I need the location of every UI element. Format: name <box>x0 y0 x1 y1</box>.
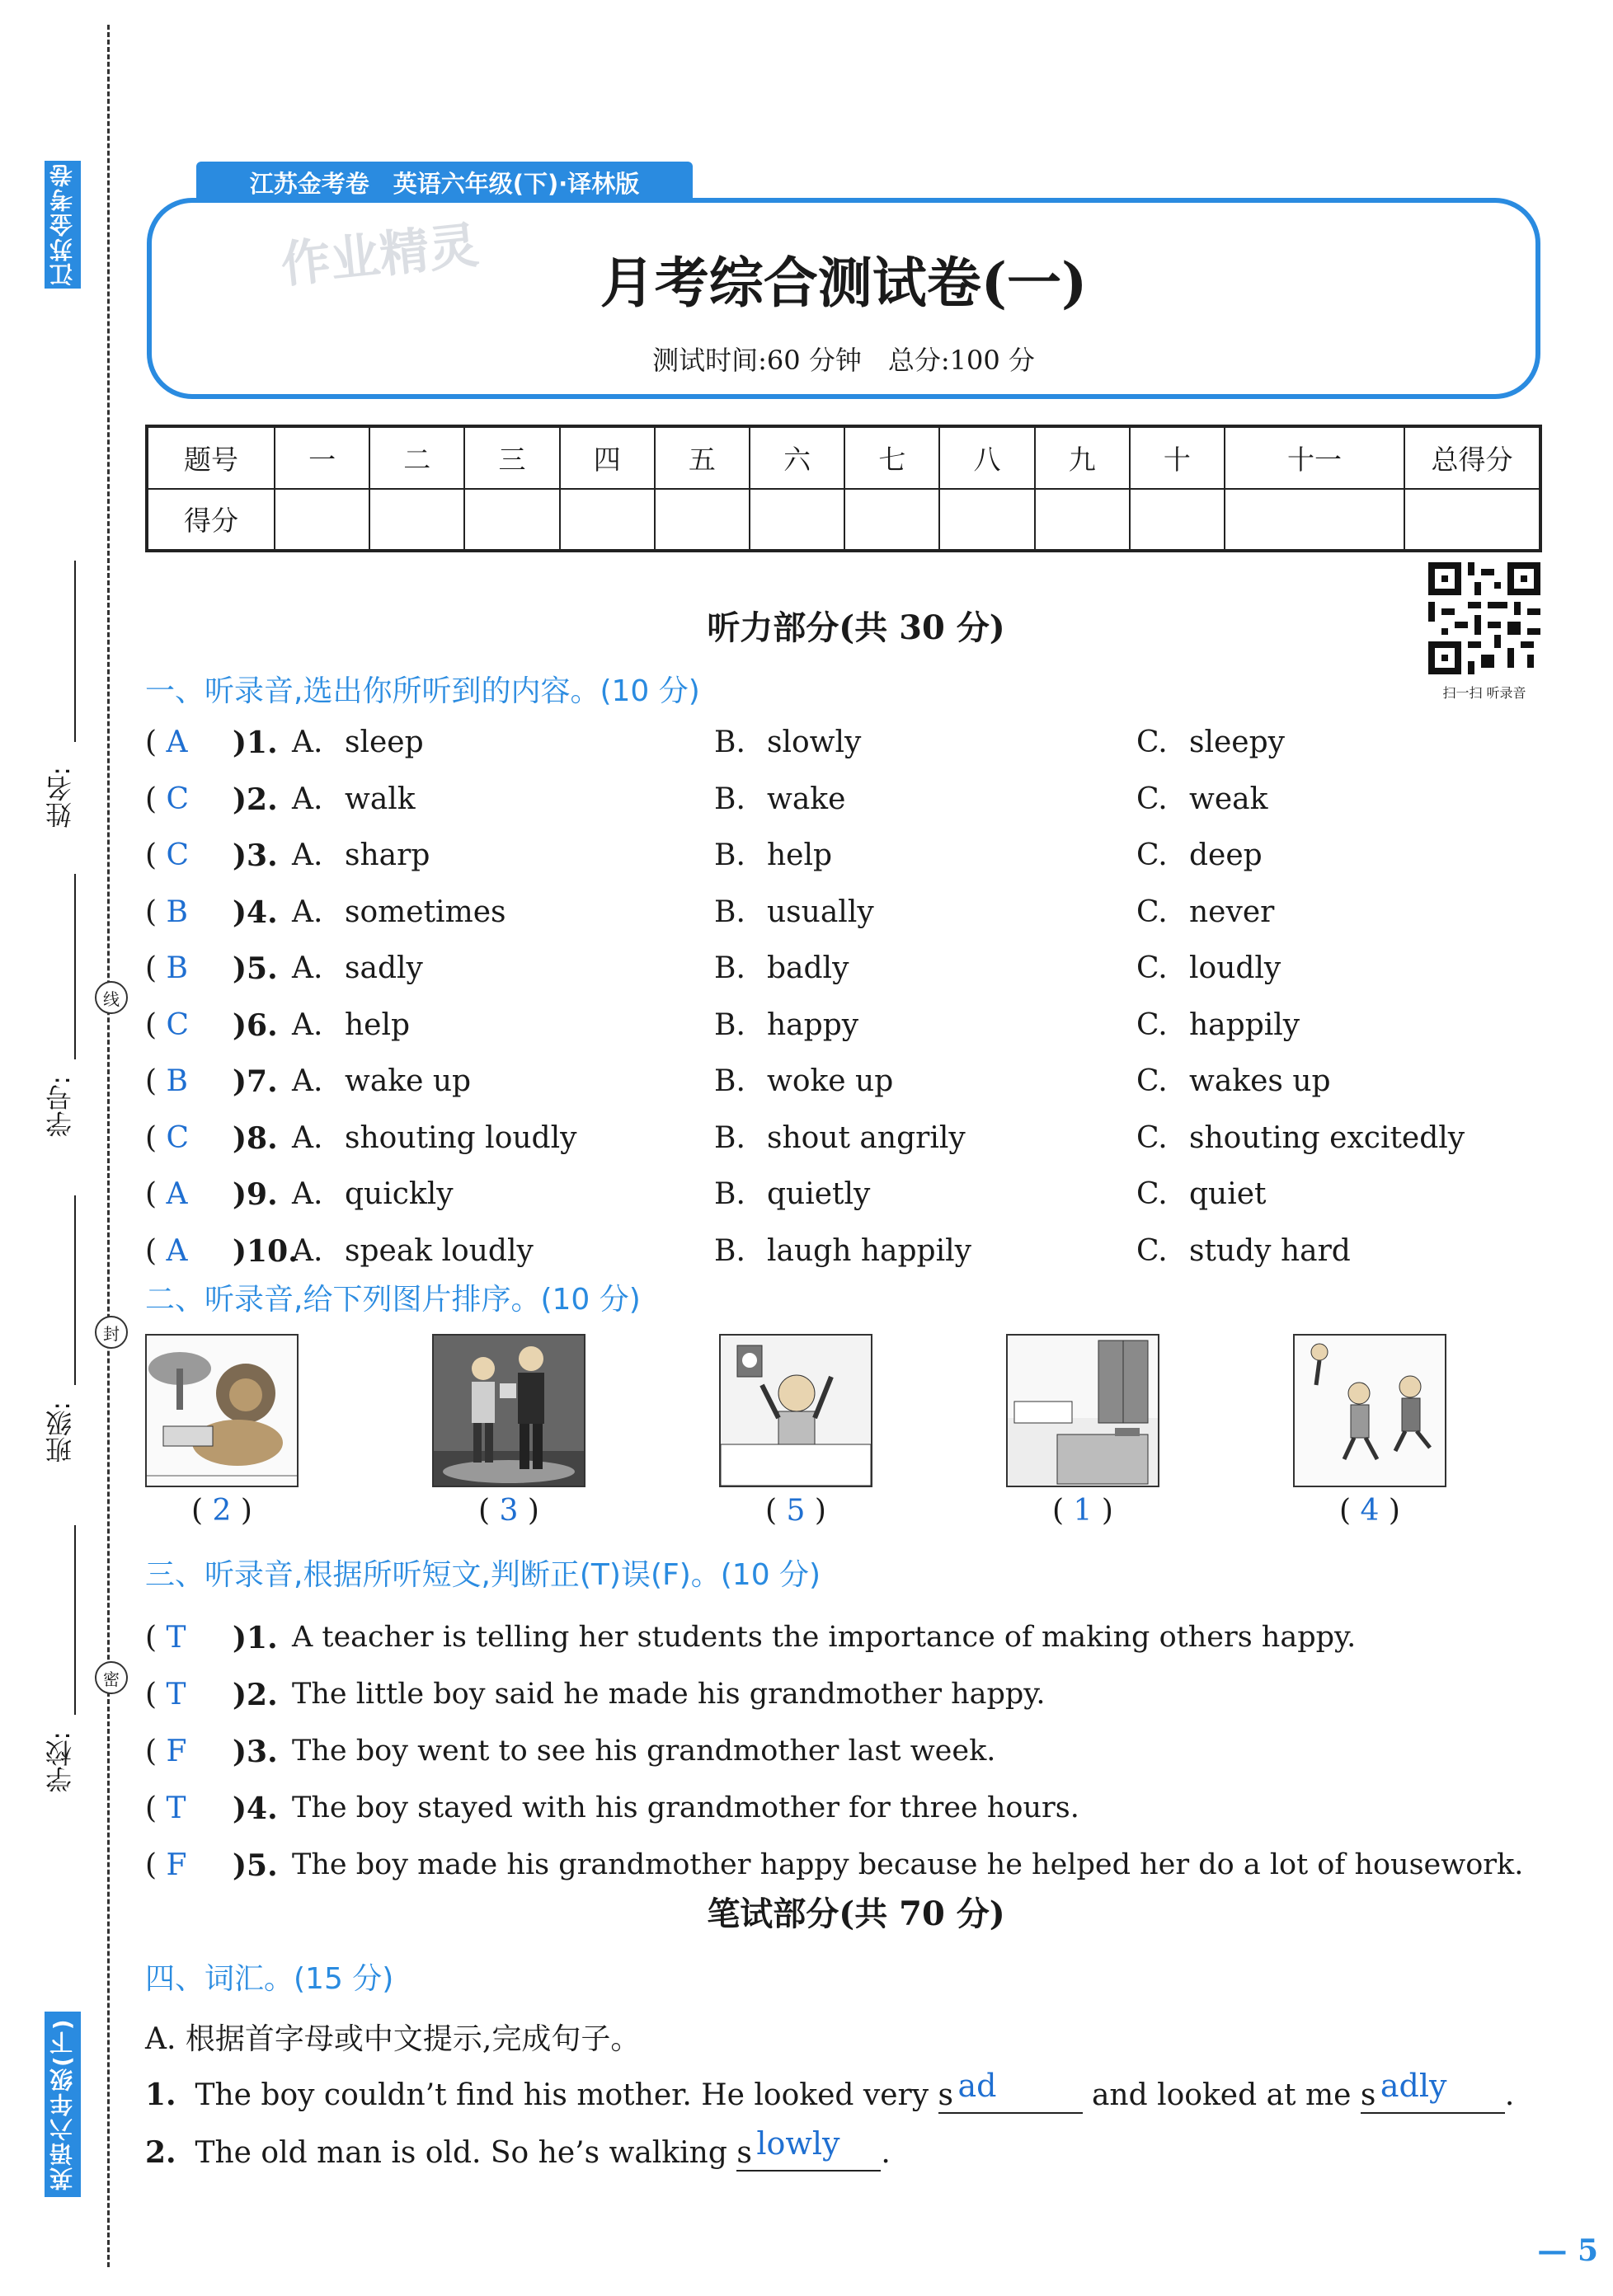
picture-order-answer: ( 3 ) <box>478 1494 539 1528</box>
score-cell: 十一 <box>1225 426 1404 489</box>
watermark: 作业精灵 <box>278 216 482 295</box>
name-blank-line <box>74 561 76 742</box>
option-a-letter: A. <box>292 1120 323 1155</box>
question-number: )4. <box>233 894 278 930</box>
question-number: )8. <box>233 1120 278 1156</box>
statement-text: The little boy said he made his grandmother happy. <box>292 1678 1046 1711</box>
answer-bracket[interactable]: ( A <box>145 725 188 759</box>
option-c-letter: C. <box>1136 951 1168 985</box>
choice-answer: A <box>166 1233 188 1268</box>
blank-prefix: s <box>938 2078 953 2112</box>
score-input-cell[interactable] <box>1035 489 1130 552</box>
score-input-cell[interactable] <box>369 489 464 552</box>
option-a-text: speak loudly <box>345 1233 534 1268</box>
score-cell: 八 <box>939 426 1034 489</box>
option-c-text: happily <box>1189 1007 1300 1042</box>
choice-answer: B <box>166 894 188 929</box>
answer-bracket[interactable]: ( T <box>145 1621 186 1655</box>
section-3-title: 三、听录音,根据所听短文,判断正(T)误(F)。(10 分) <box>145 1558 821 1592</box>
option-c-text: sleepy <box>1189 725 1285 759</box>
tf-answer: T <box>166 1791 186 1825</box>
option-b-letter: B. <box>714 838 745 872</box>
question-text: . <box>1504 2078 1515 2112</box>
answer-bracket[interactable]: ( B <box>145 1064 188 1098</box>
tf-answer: F <box>166 1848 187 1882</box>
score-cell: 十 <box>1130 426 1225 489</box>
question-number: )1. <box>233 725 278 760</box>
option-b-text: shout angrily <box>767 1120 966 1155</box>
option-a-text: sharp <box>345 838 430 872</box>
option-c-text: quiet <box>1189 1177 1267 1211</box>
option-b-text: slowly <box>767 725 862 759</box>
picture-bedroom <box>1006 1334 1159 1487</box>
score-input-cell[interactable] <box>464 489 559 552</box>
score-cell: 三 <box>464 426 559 489</box>
score-input-cell[interactable] <box>1130 489 1225 552</box>
score-cell: 一 <box>275 426 369 489</box>
option-c-letter: C. <box>1136 1233 1168 1268</box>
qr-caption: 扫一扫 听录音 <box>1442 685 1526 701</box>
side-label-class: 班级: <box>45 1402 76 1463</box>
option-a-text: wake up <box>345 1064 472 1098</box>
option-a-letter: A. <box>292 782 323 816</box>
side-tab-series: 江苏金考卷 <box>45 161 81 289</box>
option-b-text: usually <box>767 894 874 929</box>
option-a-letter: A. <box>292 951 323 985</box>
answer-bracket[interactable]: ( F <box>145 1848 187 1882</box>
score-cell: 九 <box>1035 426 1130 489</box>
question-text: . <box>881 2136 891 2170</box>
option-b-text: woke up <box>767 1064 894 1098</box>
section-2-title: 二、听录音,给下列图片排序。(10 分) <box>145 1283 641 1317</box>
question-number: )4. <box>233 1791 278 1826</box>
question-text: and looked at me <box>1091 2078 1352 2112</box>
option-c-text: wakes up <box>1189 1064 1331 1098</box>
section-4-title: 四、词汇。(15 分) <box>145 1962 394 1996</box>
picture-order-answer: ( 2 ) <box>191 1494 252 1528</box>
blank-prefix: s <box>1360 2078 1376 2112</box>
option-b-text: wake <box>767 782 846 816</box>
tf-answer: T <box>166 1678 186 1711</box>
option-c-letter: C. <box>1136 838 1168 872</box>
option-b-letter: B. <box>714 1177 745 1211</box>
option-b-text: help <box>767 838 833 872</box>
option-c-text: loudly <box>1189 951 1281 985</box>
score-cell: 得分 <box>147 489 275 552</box>
score-input-cell[interactable] <box>750 489 844 552</box>
option-c-text: shouting excitedly <box>1189 1120 1465 1155</box>
option-b-letter: B. <box>714 894 745 929</box>
option-a-text: quickly <box>345 1177 454 1211</box>
vocab-question-1 <box>145 2068 1515 2114</box>
answer-bracket[interactable]: ( C <box>145 782 190 816</box>
question-number: 2. <box>145 2135 176 2170</box>
question-number: )9. <box>233 1177 278 1212</box>
tf-answer: F <box>166 1735 187 1768</box>
option-a-text: sadly <box>345 951 423 985</box>
picture-order-value: 2 <box>212 1494 232 1528</box>
option-a-letter: A. <box>292 725 323 759</box>
seal-line-mark: 线 <box>95 981 128 1014</box>
answer-blank-2[interactable] <box>1360 2068 1505 2114</box>
listening-part-title: 听力部分(共 30 分) <box>707 608 1005 647</box>
score-cell: 总得分 <box>1404 426 1540 489</box>
option-a-letter: A. <box>292 1233 323 1268</box>
class-blank-line <box>74 1195 76 1385</box>
answer-bracket[interactable]: ( C <box>145 1007 190 1042</box>
score-input-cell[interactable] <box>275 489 369 552</box>
blank-answer: lowly <box>756 2125 840 2162</box>
option-c-text: never <box>1189 894 1275 929</box>
option-a-text: walk <box>345 782 416 816</box>
option-b-text: laugh happily <box>767 1233 971 1268</box>
question-number: )2. <box>233 782 278 817</box>
option-b-text: badly <box>767 951 849 985</box>
option-a-letter: A. <box>292 838 323 872</box>
option-c-text: study hard <box>1189 1233 1351 1268</box>
score-cell: 七 <box>844 426 939 489</box>
choice-answer: C <box>166 838 190 872</box>
option-c-letter: C. <box>1136 894 1168 929</box>
choice-answer: C <box>166 782 190 816</box>
exam-info: 测试时间:60 分钟 总分:100 分 <box>652 345 1035 376</box>
answer-bracket[interactable]: ( T <box>145 1678 186 1711</box>
option-a-text: sleep <box>345 725 424 759</box>
picture-wake-up <box>719 1334 872 1487</box>
question-number: )3. <box>233 838 278 873</box>
side-tab-grade: 英语六年级(下) <box>45 2012 81 2197</box>
picture-order-value: 5 <box>786 1494 806 1528</box>
option-b-letter: B. <box>714 725 745 759</box>
option-b-letter: B. <box>714 782 745 816</box>
answer-bracket[interactable]: ( B <box>145 951 188 985</box>
page-title: 月考综合测试卷(一) <box>600 251 1088 315</box>
statement-text: The boy went to see his grandmother last week. <box>292 1735 996 1768</box>
choice-answer: C <box>166 1120 190 1155</box>
score-table <box>145 425 1542 552</box>
answer-bracket[interactable]: ( C <box>145 1120 190 1155</box>
picture-order-value: 1 <box>1073 1494 1093 1528</box>
choice-answer: B <box>166 1064 188 1098</box>
option-a-text: help <box>345 1007 411 1042</box>
answer-bracket[interactable]: ( F <box>145 1735 187 1768</box>
statement-text: The boy stayed with his grandmother for three hours. <box>292 1791 1079 1824</box>
question-number: )5. <box>233 1848 278 1883</box>
option-c-letter: C. <box>1136 1120 1168 1155</box>
vocab-question-2 <box>145 2125 891 2172</box>
answer-blank-3[interactable] <box>736 2125 881 2172</box>
option-c-text: deep <box>1189 838 1263 872</box>
question-text: The old man is old. So he’s walking <box>195 2136 727 2170</box>
score-table-score-row <box>147 489 1540 552</box>
answer-bracket[interactable]: ( T <box>145 1791 186 1825</box>
score-input-cell[interactable] <box>844 489 939 552</box>
option-a-letter: A. <box>292 1007 323 1042</box>
answer-bracket[interactable]: ( A <box>145 1177 188 1211</box>
student-number-blank-line <box>74 874 76 1059</box>
score-input-cell[interactable] <box>655 489 750 552</box>
question-number: )1. <box>233 1621 278 1655</box>
option-a-text: shouting loudly <box>345 1120 577 1155</box>
score-input-cell[interactable] <box>1225 489 1404 552</box>
picture-award <box>432 1334 585 1487</box>
choice-answer: A <box>166 1177 188 1211</box>
seal-fold-mark: 封 <box>95 1316 128 1349</box>
option-a-letter: A. <box>292 1064 323 1098</box>
score-cell: 四 <box>560 426 655 489</box>
picture-order-answer: ( 5 ) <box>765 1494 826 1528</box>
blank-answer: adly <box>1380 2068 1447 2104</box>
series-banner: 江苏金考卷 英语六年级(下)·译林版 <box>196 162 693 203</box>
option-a-text: sometimes <box>345 894 506 929</box>
answer-bracket[interactable]: ( B <box>145 894 188 929</box>
option-c-letter: C. <box>1136 1177 1168 1211</box>
option-c-letter: C. <box>1136 782 1168 816</box>
statement-text: The boy made his grandmother happy because he helped her do a lot of housework. <box>292 1848 1524 1881</box>
option-b-letter: B. <box>714 951 745 985</box>
answer-bracket[interactable]: ( A <box>145 1233 188 1268</box>
option-c-letter: C. <box>1136 725 1168 759</box>
blank-answer: ad <box>957 2068 997 2104</box>
option-a-letter: A. <box>292 1177 323 1211</box>
question-number: )2. <box>233 1678 278 1712</box>
section-4a-instruction: A. 根据首字母或中文提示,完成句子。 <box>145 2022 641 2056</box>
option-c-letter: C. <box>1136 1064 1168 1098</box>
question-number: )10. <box>233 1233 299 1269</box>
question-number: 1. <box>145 2078 176 2112</box>
side-label-student-number: 学号: <box>45 1076 76 1138</box>
picture-order-answer: ( 1 ) <box>1052 1494 1113 1528</box>
choice-answer: C <box>166 1007 190 1042</box>
seal-secret-mark: 密 <box>95 1661 128 1694</box>
answer-blank-1[interactable] <box>938 2068 1083 2114</box>
choice-answer: A <box>166 725 188 759</box>
picture-running <box>1293 1334 1446 1487</box>
choice-answer: B <box>166 951 188 985</box>
score-cell: 五 <box>655 426 750 489</box>
score-cell: 六 <box>750 426 844 489</box>
question-number: )6. <box>233 1007 278 1043</box>
score-input-cell[interactable] <box>1404 489 1540 552</box>
option-b-letter: B. <box>714 1233 745 1268</box>
score-input-cell[interactable] <box>939 489 1034 552</box>
tf-answer: T <box>166 1621 186 1655</box>
score-cell: 二 <box>369 426 464 489</box>
score-table-header-row <box>147 426 1540 489</box>
answer-bracket[interactable]: ( C <box>145 838 190 872</box>
picture-order-answer: ( 4 ) <box>1339 1494 1400 1528</box>
statement-text: A teacher is telling her students the importance of making others happy. <box>292 1621 1357 1654</box>
score-input-cell[interactable] <box>560 489 655 552</box>
picture-order-value: 4 <box>1360 1494 1380 1528</box>
question-text: The boy couldn’t find his mother. He looked very <box>195 2078 929 2112</box>
option-b-letter: B. <box>714 1007 745 1042</box>
question-number: )5. <box>233 951 278 986</box>
side-label-school: 学校: <box>45 1731 76 1793</box>
option-b-letter: B. <box>714 1120 745 1155</box>
side-label-name: 姓名: <box>45 767 76 829</box>
page-number: — 5 <box>1537 2233 1598 2268</box>
option-b-letter: B. <box>714 1064 745 1098</box>
option-b-text: happy <box>767 1007 859 1042</box>
option-a-letter: A. <box>292 894 323 929</box>
school-blank-line <box>74 1525 76 1715</box>
picture-order-value: 3 <box>499 1494 519 1528</box>
score-cell: 题号 <box>147 426 275 489</box>
section-1-title: 一、听录音,选出你所听到的内容。(10 分) <box>145 674 700 708</box>
question-number: )3. <box>233 1735 278 1769</box>
option-c-text: weak <box>1189 782 1268 816</box>
writing-part-title: 笔试部分(共 70 分) <box>707 1895 1005 1933</box>
option-b-text: quietly <box>767 1177 871 1211</box>
question-number: )7. <box>233 1064 278 1099</box>
option-c-letter: C. <box>1136 1007 1168 1042</box>
picture-lion <box>145 1334 299 1487</box>
blank-prefix: s <box>736 2136 752 2170</box>
